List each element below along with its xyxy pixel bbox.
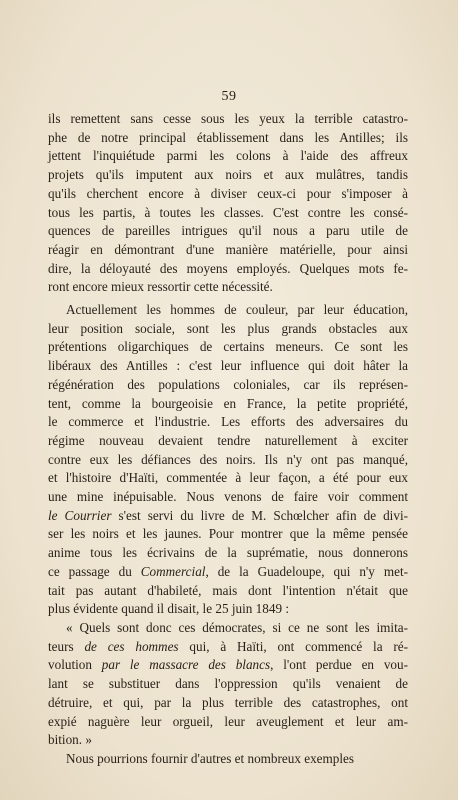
text-line — [48, 656, 408, 675]
text-line: dire, la déloyauté des moyens employés. Quelques mots fe- — [48, 260, 408, 276]
italic-segment: par le massacre des blancs — [101, 657, 271, 673]
text-line: ils remettent sans cesse sous les yeux la terrible catastro- — [48, 111, 408, 126]
text-segment: qui, à Haïti, ont commencé la ré- — [178, 638, 408, 654]
text-line: expié naguère leur orgueil, leur aveuglement et leur am- — [48, 713, 408, 729]
text-line: ser les noirs et les jaunes. Pour montrer que la même pensée — [48, 526, 408, 542]
text-line — [48, 563, 408, 582]
text-line: qu'ils cherchent encore à diviser ceux-ci pour s'imposer à — [48, 185, 408, 201]
text-segment: teurs — [48, 638, 85, 654]
text-line: tous les partis, à toutes les classes. C'est contre les consé- — [48, 204, 408, 220]
text-line: le commerce et l'industrie. Les efforts des adversaires du — [48, 414, 408, 430]
text-line: libéraux des Antilles : c'est leur influence qui doit hâter la — [48, 358, 408, 374]
text-line: tait pas autant d'habileté, mais dont l'intention n'était que — [48, 582, 408, 598]
text-line: projets qu'ils imputent aux noirs et aux mulâtres, tandis — [48, 167, 408, 183]
text-line: tent, comme la bourgeoisie en France, la petite propriété, — [48, 395, 408, 411]
text-line: phe de notre principal établissement dans les Antilles; ils — [48, 129, 408, 145]
text-line: leur position sociale, sont les plus grands obstacles aux — [48, 320, 408, 336]
text-segment: ce passage du — [48, 563, 141, 579]
text-line: ront encore mieux ressortir cette nécessité. — [48, 279, 273, 295]
text-segment: volution — [48, 657, 102, 673]
text-line: Nous pourrions fournir d'autres et nombreux exemples — [66, 750, 355, 766]
text-line: jettent l'inquiétude parmi les colons à l'aide des affreux — [48, 148, 408, 164]
italic-segment: Commercial — [140, 563, 206, 579]
text-line: « Quels sont donc ces démocrates, si ce ne sont les imita- — [66, 619, 408, 635]
text-line: prétentions oligarchiques de certains meneurs. Ce sont les — [48, 339, 408, 355]
text-line: contre eux les défiances des noirs. Ils n'y ont pas manqué, — [48, 451, 408, 467]
text-line: anime tous les écrivains de la suprématie, nous donnerons — [48, 545, 408, 561]
text-line — [48, 638, 408, 657]
page-number: 59 — [221, 89, 237, 104]
italic-segment: le Courrier — [48, 507, 112, 523]
text-segment: , l'ont perdue en vou- — [270, 657, 408, 673]
text-line: régime nouveau devaient tendre naturellement à exciter — [48, 432, 408, 448]
italic-segment: de ces hommes — [84, 638, 179, 654]
text-line: Actuellement les hommes de couleur, par leur éducation, — [66, 302, 408, 318]
text-line — [48, 507, 408, 526]
text-line: régénération des populations coloniales, car ils représen- — [48, 376, 408, 392]
text-line: bition. » — [48, 732, 92, 748]
text-segment: s'est servi du livre de M. Schœlcher afin de divi- — [111, 507, 408, 523]
text-line: réagir en démontrant d'une manière matérielle, pour ainsi — [48, 241, 408, 257]
text-line: détruire, et qui, par la plus terrible des catastrophes, ont — [48, 694, 408, 710]
text-line: quences de pareilles intrigues qu'il nous a paru utile de — [48, 223, 408, 239]
text-line: lant se substituer dans l'oppression qu'ils venaient de — [48, 676, 408, 692]
text-line: une mine inépuisable. Nous venons de faire voir comment — [48, 489, 408, 505]
text-line: et l'histoire d'Haïti, commentée à leur façon, a été pour eux — [48, 470, 408, 486]
body-text — [48, 110, 408, 769]
text-line: plus évidente quand il disait, le 25 juin 1849 : — [48, 601, 290, 617]
text-segment: , de la Guadeloupe, qui n'y met- — [205, 563, 409, 579]
